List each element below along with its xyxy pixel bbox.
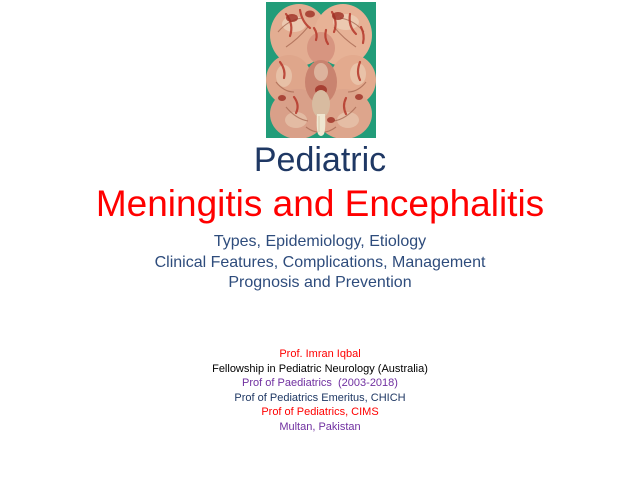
author-prof-paediatrics: Prof of Paediatrics (2003-2018) (242, 377, 398, 390)
slide-title-line2: Meningitis and Encephalitis (95, 183, 545, 224)
author-name: Prof. Imran Iqbal (279, 348, 361, 360)
slide-title-line1: Pediatric (253, 141, 387, 179)
brain-specimen-graphic (266, 2, 376, 138)
brain-specimen-image (266, 2, 376, 138)
author-location: Multan, Pakistan (279, 420, 361, 433)
author-block (0, 347, 640, 435)
author-prof-emeritus: Prof of Pediatrics Emeritus, CHICH (234, 391, 406, 404)
author-prof-cims: Prof of Pediatrics, CIMS (261, 406, 379, 419)
subtitle-block (0, 232, 640, 294)
subtitle-line-2: Clinical Features, Complications, Management (154, 253, 486, 271)
author-fellowship: Fellowship in Pediatric Neurology (Australia) (212, 362, 428, 375)
subtitle-line-3: Prognosis and Prevention (228, 274, 412, 291)
subtitle-line-1: Types, Epidemiology, Etiology (213, 233, 427, 250)
title-block (0, 139, 640, 226)
